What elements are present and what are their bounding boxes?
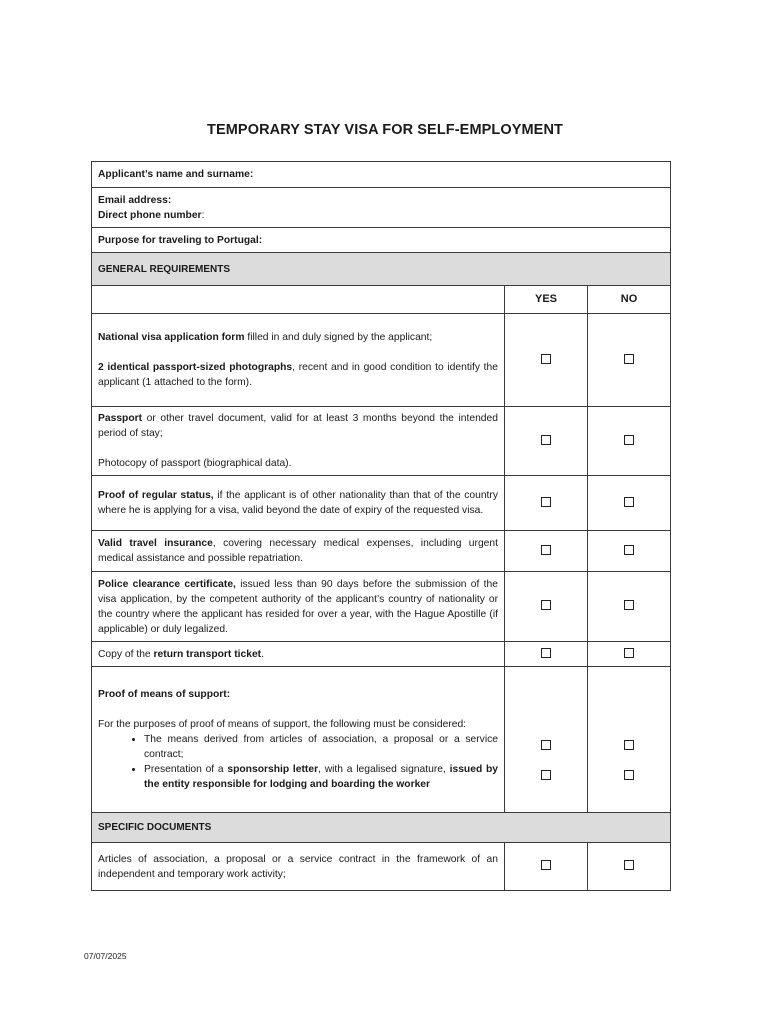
support-options-list — [98, 732, 498, 792]
req-bold: Police clearance certificate, — [98, 578, 236, 590]
empty-checkbox-icon[interactable] — [541, 860, 551, 870]
requirement-row-articles-of-association — [92, 843, 671, 891]
req-text: if the applicant is of other nationality than that of the country where he is applying for a visa, valid beyond the date of expiry of the requested visa. — [98, 490, 498, 516]
applicant-name-row — [92, 162, 671, 188]
empty-checkbox-icon[interactable] — [541, 354, 551, 364]
req-text: Copy of the — [98, 648, 154, 660]
req-text: , covering necessary medical expenses, including urgent medical assistance and possible repatriation. — [98, 538, 498, 564]
empty-checkbox-icon[interactable] — [624, 435, 634, 445]
empty-checkbox-icon[interactable] — [624, 860, 634, 870]
req-bold: Proof of means of support: — [98, 689, 231, 700]
yes-column-header: YES — [505, 286, 588, 314]
requirement-row-application-photos — [92, 314, 671, 407]
empty-checkbox-icon[interactable] — [541, 497, 551, 507]
list-item — [144, 762, 498, 792]
empty-checkbox-icon[interactable] — [624, 354, 634, 364]
req-text: Photocopy of passport (biographical data). — [98, 458, 292, 469]
contact-row — [92, 188, 671, 228]
req-bold: Proof of regular status, — [98, 490, 214, 501]
section-title: GENERAL REQUIREMENTS — [92, 253, 671, 286]
empty-checkbox-icon[interactable] — [541, 740, 551, 750]
empty-checkbox-icon[interactable] — [624, 770, 634, 780]
req-bold: Valid travel insurance — [98, 538, 213, 549]
req-text: . — [261, 648, 264, 660]
req-text: Articles of association, a proposal or a service contract in the framework of an independent and temporary work activity; — [92, 843, 505, 891]
empty-checkbox-icon[interactable] — [541, 770, 551, 780]
req-text: or other travel document, valid for at least 3 months beyond the intended period of stay; — [98, 413, 498, 439]
purpose-label: Purpose for traveling to Portugal: — [92, 228, 671, 253]
req-text: Presentation of a — [144, 764, 228, 775]
purpose-row — [92, 228, 671, 253]
req-bold: sponsorship letter — [227, 764, 319, 775]
specific-documents-header — [92, 813, 671, 843]
empty-checkbox-icon[interactable] — [541, 545, 551, 555]
phone-label: Direct phone number — [98, 209, 202, 221]
req-bold: National visa application form — [98, 332, 245, 343]
req-text: For the purposes of proof of means of support, the following must be considered: — [98, 719, 467, 730]
req-text: issued less than 90 days before the submission of the visa application, by the competent authority of the applicant’s country of nationality or the country where the applicant has resided for over a year, with the Hague Apostille (if applicable) or duly legalized. — [98, 578, 498, 635]
req-bold: 2 identical passport-sized photographs — [98, 362, 293, 373]
applicant-name-label: Applicant’s name and surname: — [92, 162, 671, 188]
empty-checkbox-icon[interactable] — [624, 740, 634, 750]
page-title: TEMPORARY STAY VISA FOR SELF-EMPLOYMENT — [207, 122, 563, 138]
footer-date: 07/07/2025 — [84, 951, 127, 961]
section-title: SPECIFIC DOCUMENTS — [92, 813, 671, 843]
req-text: , with a legalised signature, — [318, 764, 450, 775]
empty-checkbox-icon[interactable] — [541, 600, 551, 610]
requirement-row-return-ticket — [92, 642, 671, 667]
empty-checkbox-icon[interactable] — [541, 435, 551, 445]
requirement-row-travel-insurance — [92, 531, 671, 572]
requirement-row-police-clearance — [92, 572, 671, 642]
req-bold: return transport ticket — [153, 648, 262, 660]
requirement-row-means-of-support — [92, 667, 671, 813]
empty-checkbox-icon[interactable] — [624, 545, 634, 555]
general-requirements-header — [92, 253, 671, 286]
no-column-header: NO — [588, 286, 671, 314]
requirement-row-passport — [92, 407, 671, 476]
empty-checkbox-icon[interactable] — [624, 648, 634, 658]
phone-colon: : — [201, 209, 205, 221]
empty-checkbox-icon[interactable] — [624, 600, 634, 610]
empty-checkbox-icon[interactable] — [541, 648, 551, 658]
req-bold: Passport — [98, 413, 143, 424]
empty-checkbox-icon[interactable] — [624, 497, 634, 507]
column-header-row — [92, 286, 671, 314]
req-bold: issued by the entity responsible for lodging and boarding the worker — [144, 764, 498, 790]
req-text: filled in and duly signed by the applicant; — [244, 332, 433, 343]
list-item: • The means derived from articles of association, a proposal or a service contract; — [144, 732, 498, 762]
req-text: , recent and in good condition to identify the applicant (1 attached to the form). — [98, 362, 498, 388]
requirements-table — [91, 161, 671, 891]
requirement-row-regular-status — [92, 476, 671, 531]
email-label: Email address: — [98, 194, 172, 206]
